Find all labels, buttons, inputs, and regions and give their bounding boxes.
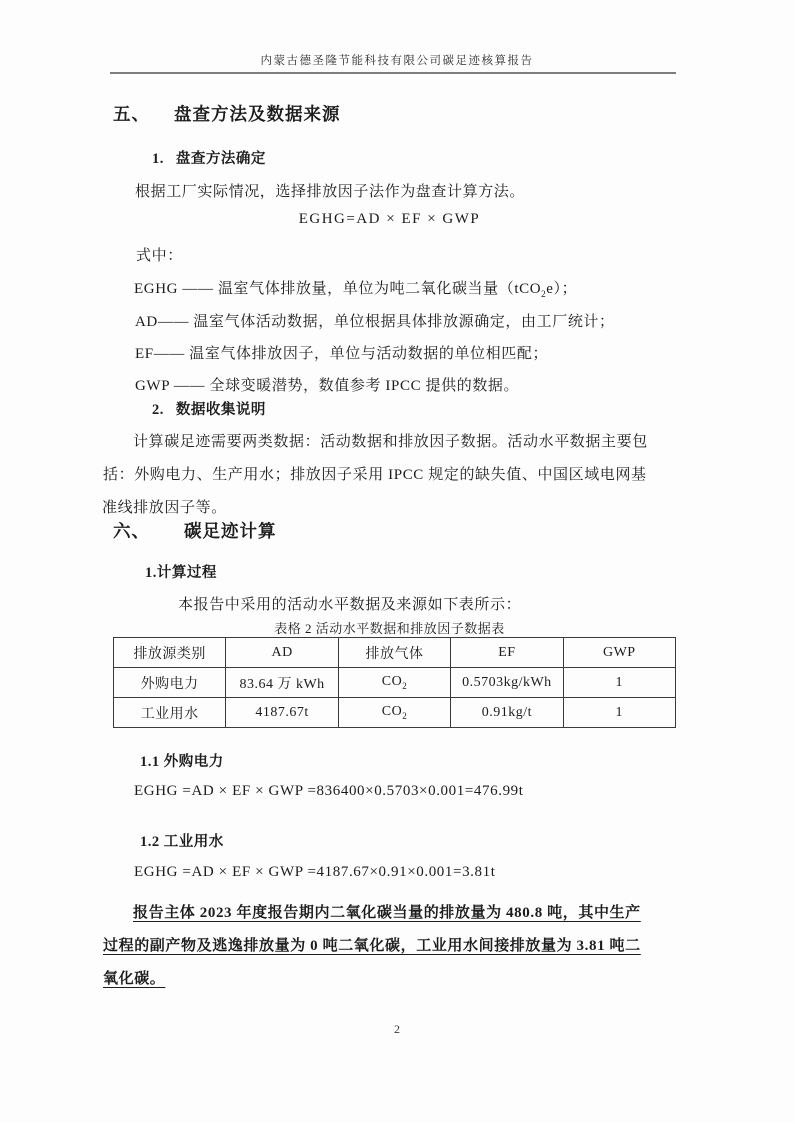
table-caption: 表格 2 活动水平数据和排放因子数据表 bbox=[274, 621, 505, 636]
header-cell-gwp: GWP bbox=[563, 638, 675, 668]
header-divider bbox=[110, 72, 676, 74]
table-row bbox=[114, 698, 676, 728]
header-cell-ad: AD bbox=[226, 638, 338, 668]
gas-symbol: CO bbox=[381, 674, 403, 690]
conclusion-line1: 报告主体 2023 年度报告期内二氧化碳当量的排放量为 480.8 吨，其中生产 bbox=[133, 905, 641, 921]
definition-gwp: GWP —— 全球变暖潜势，数值参考 IPCC 提供的数据。 bbox=[135, 378, 520, 394]
definition-eghg-text: EGHG —— 温室气体排放量，单位为吨二氧化碳当量（tCO bbox=[134, 281, 542, 297]
definition-ad: AD—— 温室气体活动数据，单位根据具体排放源确定，由工厂统计； bbox=[135, 314, 615, 330]
cell-source: 外购电力 bbox=[114, 668, 226, 698]
page-number: 2 bbox=[394, 1022, 400, 1036]
data-collection-line1: 计算碳足迹需要两类数据：活动数据和排放因子数据。活动水平数据主要包 bbox=[133, 434, 648, 450]
definition-ef: EF—— 温室气体排放因子，单位与活动数据的单位相匹配； bbox=[135, 346, 549, 362]
section5-sub1-title: 盘查方法确定 bbox=[175, 151, 266, 167]
table-header-row bbox=[114, 638, 676, 668]
section6-number: 六、 bbox=[113, 521, 150, 541]
cell-ef: 0.91kg/t bbox=[451, 698, 563, 728]
definition-eghg bbox=[134, 277, 577, 299]
page-header-title: 内蒙古德圣隆节能科技有限公司碳足迹核算报告 bbox=[260, 55, 534, 67]
section5-sub2-number: 2. bbox=[152, 402, 164, 418]
data-collection-line2: 括：外购电力、生产用水；排放因子采用 IPCC 规定的缺失值、中国区域电网基 bbox=[103, 467, 647, 483]
cell-gas bbox=[338, 698, 450, 728]
section5-sub2-title: 数据收集说明 bbox=[175, 402, 266, 418]
section6-sub1-heading: 1.计算过程 bbox=[145, 565, 217, 581]
cell-ef: 0.5703kg/kWh bbox=[451, 668, 563, 698]
section5-number: 五、 bbox=[113, 104, 150, 124]
section6-heading bbox=[113, 518, 277, 543]
table-intro-paragraph: 本报告中采用的活动水平数据及来源如下表所示： bbox=[178, 597, 522, 613]
table-row bbox=[114, 668, 676, 698]
data-collection-line3: 准线排放因子等。 bbox=[102, 500, 227, 516]
activity-data-table bbox=[113, 637, 676, 728]
gas-subscript: 2 bbox=[402, 710, 408, 721]
header-cell-source: 排放源类别 bbox=[114, 638, 226, 668]
cell-ad: 83.64 万 kWh bbox=[226, 668, 338, 698]
section6-sub11-heading: 1.1 外购电力 bbox=[140, 754, 224, 770]
conclusion-line2: 过程的副产物及逃逸排放量为 0 吨二氧化碳，工业用水间接排放量为 3.81 吨二 bbox=[103, 938, 641, 954]
gas-subscript: 2 bbox=[402, 680, 408, 691]
cell-source: 工业用水 bbox=[114, 698, 226, 728]
section5-sub1-number: 1. bbox=[152, 151, 164, 167]
header-cell-gas: 排放气体 bbox=[338, 638, 450, 668]
cell-gas bbox=[338, 668, 450, 698]
definition-eghg-subscript: 2 bbox=[541, 289, 547, 299]
section5-heading bbox=[113, 101, 341, 126]
cell-gwp: 1 bbox=[563, 698, 675, 728]
definition-eghg-tail: e）； bbox=[546, 281, 578, 297]
electricity-calculation: EGHG =AD × EF × GWP =836400×0.5703×0.001=476.99t bbox=[134, 783, 524, 799]
water-calculation: EGHG =AD × EF × GWP =4187.67×0.91×0.001=3.81t bbox=[134, 864, 496, 880]
cell-ad: 4187.67t bbox=[226, 698, 338, 728]
section5-sub2-heading bbox=[152, 398, 266, 419]
method-paragraph: 根据工厂实际情况，选择排放因子法作为盘查计算方法。 bbox=[135, 184, 526, 200]
ghg-formula: EGHG=AD × EF × GWP bbox=[298, 211, 481, 227]
section6-sub12-heading: 1.2 工业用水 bbox=[140, 834, 224, 850]
section6-title: 碳足迹计算 bbox=[184, 521, 277, 541]
conclusion-line3: 氧化碳。 bbox=[103, 971, 166, 987]
formula-where-label: 式中： bbox=[136, 248, 183, 264]
section5-title: 盘查方法及数据来源 bbox=[174, 104, 341, 124]
cell-gwp: 1 bbox=[563, 668, 675, 698]
section5-sub1-heading bbox=[152, 147, 266, 168]
header-cell-ef: EF bbox=[451, 638, 563, 668]
gas-symbol: CO bbox=[381, 704, 403, 720]
